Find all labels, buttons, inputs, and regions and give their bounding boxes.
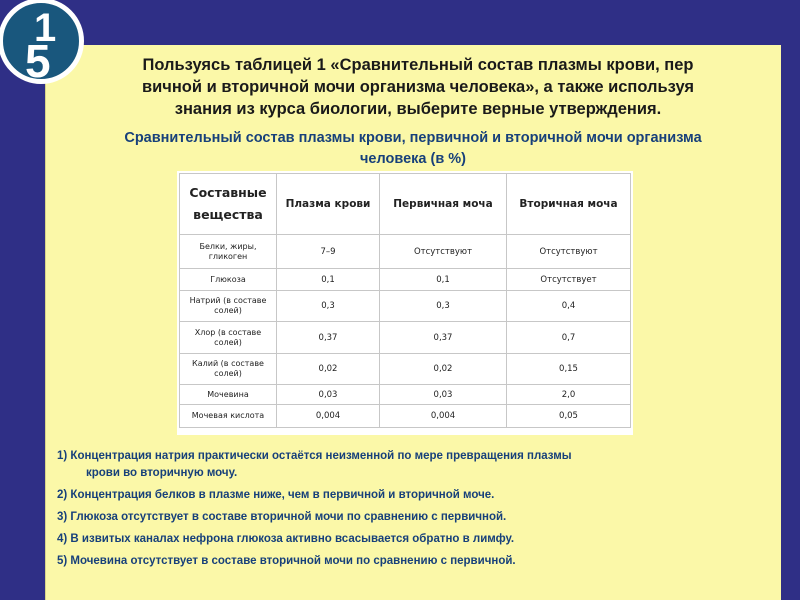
table-header-row	[180, 174, 631, 235]
substance-name: Мочевая кислота	[180, 405, 277, 428]
secondary-value: Отсутствует	[507, 269, 631, 291]
table-row	[180, 291, 631, 322]
table-row	[180, 235, 631, 269]
plasma-value: 7–9	[277, 235, 380, 269]
header-primary-urine: Первичная моча	[380, 174, 507, 235]
statement-1: 1) Концентрация натрия практически остаётся неизменной по мере превращения плазмы крови во вторичную мочу.	[57, 450, 572, 479]
badge-digit-second: 5	[25, 35, 51, 84]
table-row	[180, 354, 631, 385]
table-row	[180, 385, 631, 405]
substance-name: Натрий (в составе солей)	[180, 291, 277, 322]
substance-name: Калий (в составе солей)	[180, 354, 277, 385]
comparison-table	[179, 173, 631, 428]
primary-value: 0,004	[380, 405, 507, 428]
answer-statements	[57, 448, 777, 575]
secondary-value: 2,0	[507, 385, 631, 405]
secondary-value: 0,05	[507, 405, 631, 428]
substance-name: Глюкоза	[180, 269, 277, 291]
header-secondary-urine: Вторичная моча	[507, 174, 631, 235]
secondary-value: 0,15	[507, 354, 631, 385]
plasma-value: 0,03	[277, 385, 380, 405]
task-instruction	[58, 54, 778, 120]
primary-value: Отсутствуют	[380, 235, 507, 269]
statement-3: 3) Глюкоза отсутствует в составе вторичной мочи по сравнению с первичной.	[57, 511, 507, 523]
plasma-value: 0,1	[277, 269, 380, 291]
question-number-badge	[0, 0, 84, 84]
plasma-value: 0,004	[277, 405, 380, 428]
primary-value: 0,1	[380, 269, 507, 291]
primary-value: 0,37	[380, 322, 507, 354]
statement-2: 2) Концентрация белков в плазме ниже, чем в первичной и вторичной моче.	[57, 489, 495, 501]
secondary-value: 0,7	[507, 322, 631, 354]
table-caption	[48, 128, 778, 170]
substance-name: Мочевина	[180, 385, 277, 405]
primary-value: 0,3	[380, 291, 507, 322]
caption-line: человека (в %)	[360, 151, 466, 167]
secondary-value: Отсутствуют	[507, 235, 631, 269]
primary-value: 0,02	[380, 354, 507, 385]
table-row	[180, 269, 631, 291]
primary-value: 0,03	[380, 385, 507, 405]
header-substances: Составные вещества	[180, 174, 277, 235]
task-line: знания из курса биологии, выберите верные утверждения.	[174, 100, 662, 118]
task-line: вичной и вторичной мочи организма человека», а также используя	[141, 78, 695, 96]
badge-digit-first: 1	[34, 6, 57, 50]
caption-line: Сравнительный состав плазмы крови, первичной и вторичной мочи организма	[124, 130, 702, 146]
comparison-table-panel	[177, 171, 633, 435]
header-plasma: Плазма крови	[277, 174, 380, 235]
secondary-value: 0,4	[507, 291, 631, 322]
plasma-value: 0,02	[277, 354, 380, 385]
plasma-value: 0,37	[277, 322, 380, 354]
table-row	[180, 322, 631, 354]
statement-4: 4) В извитых каналах нефрона глюкоза активно всасывается обратно в лимфу.	[57, 533, 515, 545]
substance-name: Хлор (в составе солей)	[180, 322, 277, 354]
substance-name: Белки, жиры, гликоген	[180, 235, 277, 269]
task-line: Пользуясь таблицей 1 «Сравнительный состав плазмы крови, пер	[142, 56, 694, 74]
table-row	[180, 405, 631, 428]
plasma-value: 0,3	[277, 291, 380, 322]
statement-5: 5) Мочевина отсутствует в составе вторичной мочи по сравнению с первичной.	[57, 555, 516, 567]
